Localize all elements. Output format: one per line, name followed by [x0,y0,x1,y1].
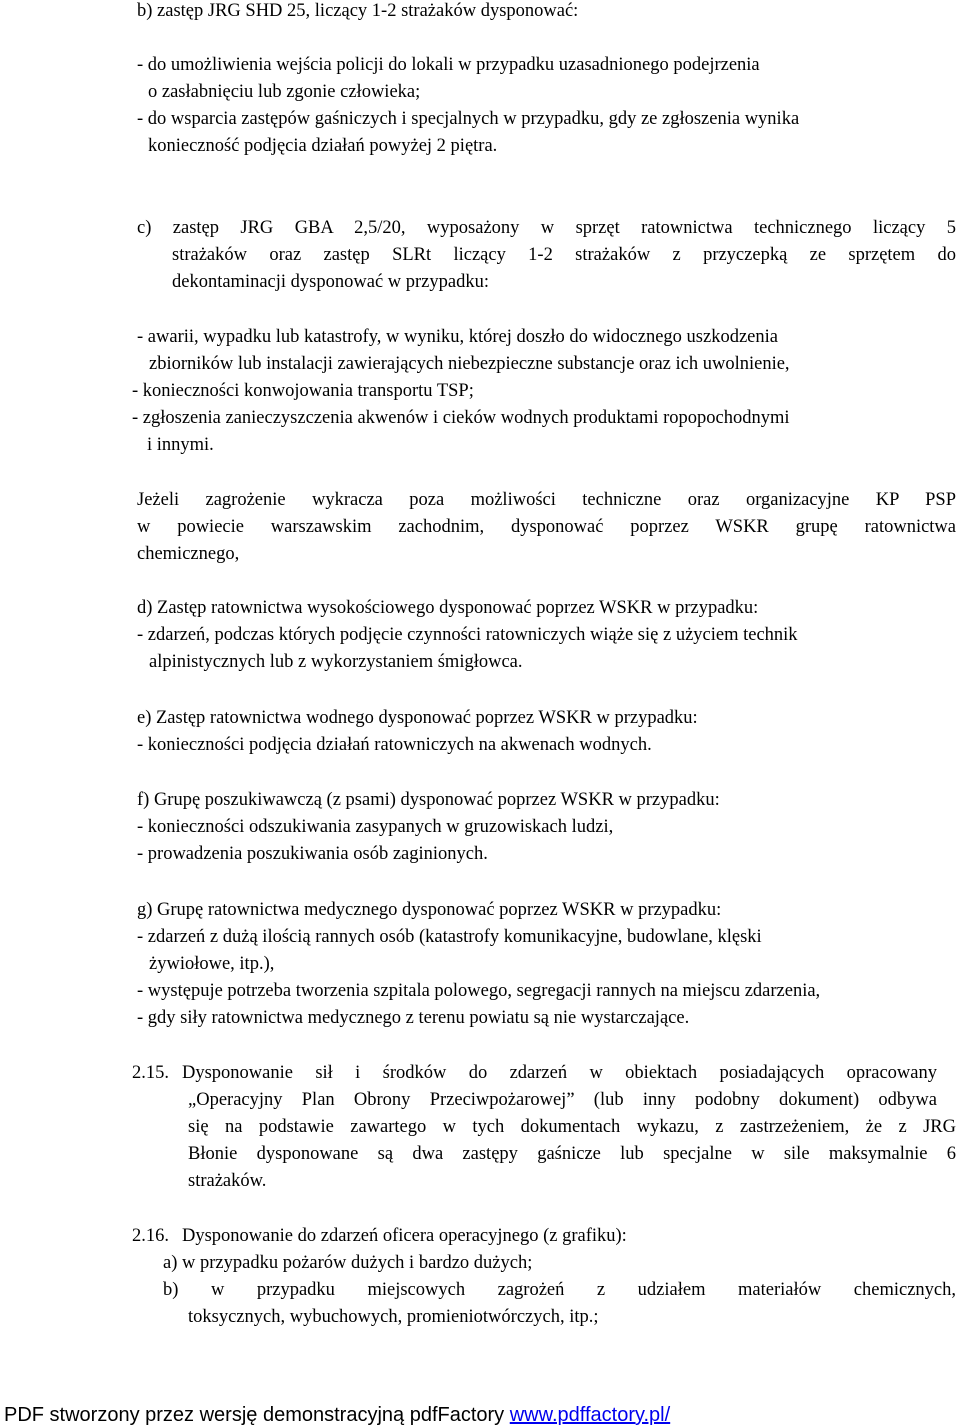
chem-paragraph-line: w powiecie warszawskim zachodnim, dysponować poprzez WSKR grupę ratownictwa [137,517,956,537]
section-c-line: - konieczności konwojowania transportu TSP; [132,381,474,401]
section-e-line: - konieczności podjęcia działań ratowniczych na akwenach wodnych. [137,735,652,755]
section-215-line: się na podstawie zawartego w tych dokumentach wykazu, z zastrzeżeniem, że z JRG [188,1117,956,1137]
section-b-line: konieczność podjęcia działań powyżej 2 piętra. [148,136,498,156]
section-215-line: strażaków. [188,1171,267,1191]
pdf-footer [4,1403,670,1427]
section-216-item: b) w przypadku miejscowych zagrożeń z udziałem materiałów chemicznych, [163,1280,956,1300]
chem-paragraph-line: Jeżeli zagrożenie wykracza poza możliwości techniczne oraz organizacyjne KP PSP [137,490,956,510]
section-216-heading: Dysponowanie do zdarzeń oficera operacyjnego (z grafiku): [182,1226,627,1246]
section-g-line: - gdy siły ratownictwa medycznego z terenu powiatu są nie wystarczające. [137,1008,690,1028]
chem-paragraph-line: chemicznego, [137,544,240,564]
section-b-line: - do umożliwienia wejścia policji do lokali w przypadku uzasadnionego podejrzenia [137,55,760,75]
footer-link[interactable]: www.pdffactory.pl/ [509,1404,671,1426]
section-e-heading: e) Zastęp ratownictwa wodnego dysponować poprzez WSKR w przypadku: [137,708,698,728]
section-b-heading: b) zastęp JRG SHD 25, liczący 1-2 strażaków dysponować: [137,1,579,21]
section-b-line: - do wsparcia zastępów gaśniczych i specjalnych w przypadku, gdy ze zgłoszenia wynika [137,109,800,129]
section-g-line: - zdarzeń z dużą ilością rannych osób (katastrofy komunikacyjne, budowlane, klęski [137,927,762,947]
section-216-item: a) w przypadku pożarów dużych i bardzo dużych; [163,1253,533,1273]
section-g-line: żywiołowe, itp.), [149,954,275,974]
section-d-heading: d) Zastęp ratownictwa wysokościowego dysponować poprzez WSKR w przypadku: [137,598,759,618]
section-f-heading: f) Grupę poszukiwawczą (z psami) dysponować poprzez WSKR w przypadku: [137,790,720,810]
section-g-heading: g) Grupę ratownictwa medycznego dysponować poprzez WSKR w przypadku: [137,900,722,920]
section-f-line: - prowadzenia poszukiwania osób zaginionych. [137,844,488,864]
section-215-line: Dysponowanie sił i środków do zdarzeń w obiektach posiadających opracowany [182,1063,937,1083]
section-g-line: - występuje potrzeba tworzenia szpitala polowego, segregacji rannych na miejscu zdarzenia, [137,981,821,1001]
section-215-line: Błonie dysponowane są dwa zastępy gaśnicze lub specjalne w sile maksymalnie 6 [188,1144,956,1164]
section-b-line: o zasłabnięciu lub zgonie człowieka; [148,82,421,102]
section-c-line: - zgłoszenia zanieczyszczenia akwenów i cieków wodnych produktami ropopochodnymi [132,408,790,428]
footer-text: PDF stworzony przez wersję demonstracyjną pdfFactory [4,1404,510,1426]
section-c-heading: strażaków oraz zastęp SLRt liczący 1-2 strażaków z przyczepką ze sprzętem do [172,245,956,265]
section-216-item: toksycznych, wybuchowych, promieniotwórczych, itp.; [188,1307,599,1327]
section-d-line: alpinistycznych lub z wykorzystaniem śmigłowca. [149,652,523,672]
section-c-heading: dekontaminacji dysponować w przypadku: [172,272,489,292]
section-c-line: zbiorników lub instalacji zawierających niebezpieczne substancje oraz ich uwolnienie, [149,354,790,374]
section-216-number: 2.16. [132,1226,169,1246]
section-215-line: „Operacyjny Plan Obrony Przeciwpożarowej” (lub inny podobny dokument) odbywa [188,1090,937,1110]
section-215-number: 2.15. [132,1063,169,1083]
section-c-line: i innymi. [147,435,214,455]
section-f-line: - konieczności odszukiwania zasypanych w gruzowiskach ludzi, [137,817,614,837]
section-d-line: - zdarzeń, podczas których podjęcie czynności ratowniczych wiąże się z użyciem technik [137,625,798,645]
section-c-heading: c) zastęp JRG GBA 2,5/20, wyposażony w sprzęt ratownictwa technicznego liczący 5 [137,218,956,238]
section-c-line: - awarii, wypadku lub katastrofy, w wyniku, której doszło do widocznego uszkodzenia [137,327,778,347]
